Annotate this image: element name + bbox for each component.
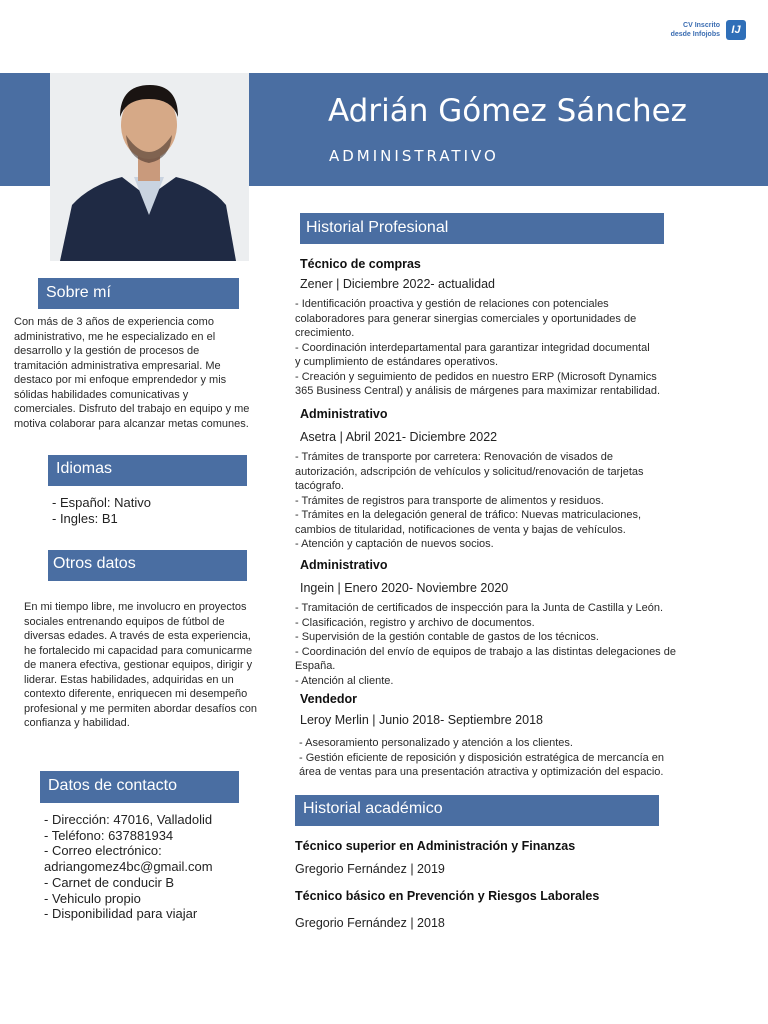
text-line: - Creación y seguimiento de pedidos en nuestro ERP (Microsoft Dynamics <box>295 370 657 383</box>
list-item: - Español: Nativo <box>52 495 151 510</box>
text-line: En mi tiempo libre, me involucro en proyectos <box>24 601 247 613</box>
sobre-mi-heading: Sobre mí <box>38 278 239 309</box>
text-line: he fortalecido mi capacidad para comunicarme <box>24 644 253 657</box>
text-line: - Trámites en la delegación general de tráfico: Nuevas matriculaciones, <box>295 509 642 521</box>
text-line: tramitación administrativa empresarial. Me <box>14 359 221 372</box>
contacto-list <box>44 812 213 922</box>
text-line: profesional y me permiten abordar desafíos con <box>24 702 257 715</box>
job-company: Leroy Merlin | Junio 2018- Septiembre 2018 <box>300 713 543 727</box>
text-line: diversas edades. A través de esta experiencia, <box>24 630 251 642</box>
text-line: Con más de 3 años de experiencia como <box>14 316 214 328</box>
text-line: - Gestión eficiente de reposición y disposición estratégica de mercancía en <box>299 751 665 764</box>
text-line: - Trámites de transporte por carretera: Renovación de visados de <box>295 451 613 463</box>
text-line: y cumplimiento de estándares operativos. <box>295 356 498 368</box>
text-line: - Clasificación, registro y archivo de documentos. <box>295 616 535 629</box>
text-line: - Asesoramiento personalizado y atención a los clientes. <box>299 737 573 749</box>
text-line: colaboradores para generar sinergias comerciales y oportunidades de <box>295 312 637 325</box>
job-title: Administrativo <box>300 407 388 421</box>
text-line: - Coordinación del envío de equipos de trabajo a las distintas delegaciones de <box>295 645 676 658</box>
text-line: sólidas habilidades comunicativas y <box>14 388 189 401</box>
text-line: de manera efectiva, gestionar equipos, dirigir y <box>24 659 253 671</box>
job-company: Asetra | Abril 2021- Diciembre 2022 <box>300 430 498 444</box>
contact-vehicle: - Vehiculo propio <box>44 890 141 906</box>
text-line: - Identificación proactiva y gestión de relaciones con potenciales <box>295 298 609 310</box>
text-line: tacógrafo. <box>295 480 344 492</box>
text-line: sociales entrenando equipos de fútbol de <box>24 615 225 628</box>
job-description <box>295 297 660 399</box>
job-title: Administrativo <box>300 558 388 572</box>
historial-profesional-heading: Historial Profesional <box>300 213 664 244</box>
badge-line-2: desde Infojobs <box>670 31 720 38</box>
text-line: área de ventas para una presentación atractiva y optimización del espacio. <box>299 766 664 778</box>
job-company: Ingein | Enero 2020- Noviembre 2020 <box>300 581 509 595</box>
idiomas-list <box>52 495 151 526</box>
text-line: crecimiento. <box>295 327 355 339</box>
degree-school: Gregorio Fernández | 2019 <box>295 862 445 876</box>
text-line: cambios de titularidad, notificaciones de venta y bajas de vehículos. <box>295 523 626 536</box>
job-description <box>299 736 664 780</box>
job-title: Vendedor <box>300 692 357 706</box>
idiomas-heading: Idiomas <box>48 455 247 486</box>
text-line: España. <box>295 660 336 672</box>
text-line: - Tramitación de certificados de inspección para la Junta de Castilla y León. <box>295 602 664 614</box>
infojobs-logo-icon: IJ <box>726 20 746 40</box>
contact-email[interactable]: adriangomez4bc@gmail.com <box>44 859 213 875</box>
text-line: - Trámites de registros para transporte de alimentos y residuos. <box>295 494 604 507</box>
job-description <box>295 450 644 552</box>
text-line: confianza y habilidad. <box>24 717 130 729</box>
sobre-mi-text <box>14 315 249 431</box>
text-line: - Supervisión de la gestión contable de gastos de los técnicos. <box>295 631 599 643</box>
infojobs-badge-text <box>671 21 720 39</box>
candidate-name: Adrián Gómez Sánchez <box>328 93 687 129</box>
profile-photo <box>50 73 249 261</box>
text-line: administrativo, me he especializado en el <box>14 330 216 343</box>
job-company: Zener | Diciembre 2022- actualidad <box>300 277 496 291</box>
text-line: 365 Business Central) y análisis de márgenes para maximizar rentabilidad. <box>295 385 661 397</box>
text-line: liderar. Estas habilidades, adquiridas en un <box>24 673 234 686</box>
degree-title: Técnico superior en Administración y Finanzas <box>295 839 576 853</box>
text-line: destaco por mi enfoque emprendedor y mis <box>14 374 227 386</box>
otros-datos-text <box>24 600 257 731</box>
text-line: - Atención al cliente. <box>295 674 394 687</box>
candidate-role: ADMINISTRATIVO <box>329 147 499 165</box>
contact-license: - Carnet de conducir B <box>44 874 175 890</box>
job-title: Técnico de compras <box>300 257 421 271</box>
contact-travel: - Disponibilidad para viajar <box>44 906 198 922</box>
job-description <box>295 601 676 688</box>
list-item: - Ingles: B1 <box>52 510 118 526</box>
contact-phone: - Teléfono: 637881934 <box>44 827 174 843</box>
text-line: motiva colaborar para alcanzar metas comunes. <box>14 417 249 430</box>
person-photo-icon <box>50 73 249 261</box>
text-line: desarrollo y la gestión de procesos de <box>14 345 200 357</box>
text-line: - Coordinación interdepartamental para garantizar integridad documental <box>295 341 650 354</box>
degree-school: Gregorio Fernández | 2018 <box>295 916 445 930</box>
degree-title: Técnico básico en Prevención y Riesgos Laborales <box>295 889 600 903</box>
otros-datos-heading: Otros datos <box>48 550 247 581</box>
text-line: comerciales. Disfruto del trabajo en equipo y me <box>14 403 250 415</box>
text-line: contexto diferente, enriquecen mi desempeño <box>24 688 248 700</box>
badge-line-1: CV Inscrito <box>683 22 720 29</box>
text-line: - Atención y captación de nuevos socios. <box>295 538 494 550</box>
text-line: autorización, adscripción de vehículos y solicitud/renovación de tarjetas <box>295 465 644 478</box>
contacto-heading: Datos de contacto <box>40 771 239 803</box>
historial-academico-heading: Historial académico <box>295 795 659 826</box>
contact-address: - Dirección: 47016, Valladolid <box>44 812 213 827</box>
contact-email-label: - Correo electrónico: <box>44 843 162 859</box>
